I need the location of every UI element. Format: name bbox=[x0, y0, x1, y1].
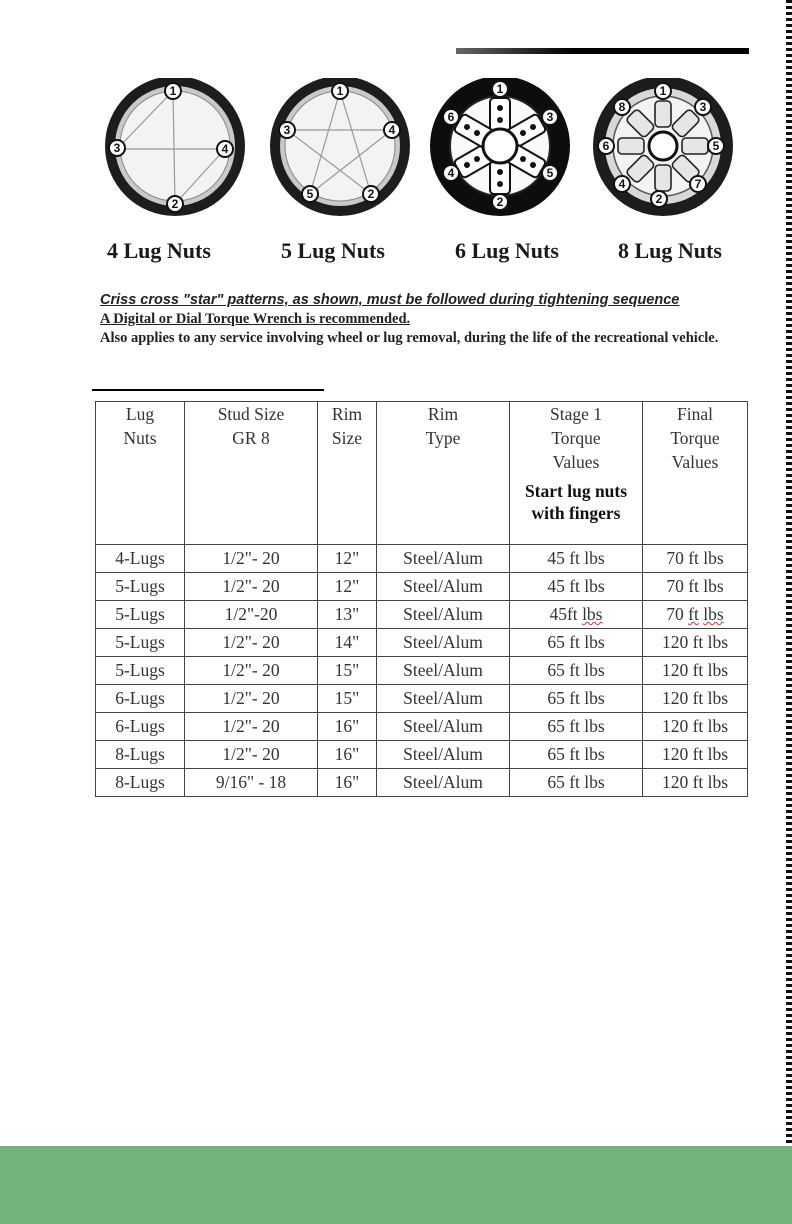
cell-stud: 1/2"- 20 bbox=[185, 657, 318, 685]
cell-size: 12" bbox=[318, 573, 377, 601]
header-rim-type-line1: Rim bbox=[427, 404, 459, 424]
wheel-5-lug bbox=[270, 78, 410, 216]
cell-lugs: 8-Lugs bbox=[96, 741, 185, 769]
cell-stage1-unit: lbs bbox=[582, 604, 603, 624]
cell-final: 120 ft lbs bbox=[643, 741, 748, 769]
table-row bbox=[96, 685, 748, 713]
header-rule bbox=[456, 48, 749, 54]
wheel-1-nut-4: 4 bbox=[221, 142, 229, 156]
cell-size: 13" bbox=[318, 601, 377, 629]
cell-lugs: 5-Lugs bbox=[96, 601, 185, 629]
table-title-rule bbox=[92, 389, 324, 391]
cell-lugs: 5-Lugs bbox=[96, 573, 185, 601]
table-row bbox=[96, 741, 748, 769]
cell-stage1-num: 45ft bbox=[549, 604, 578, 624]
wheel-4-nut-2: 2 bbox=[655, 192, 663, 206]
wheel-2-nut-2: 2 bbox=[367, 187, 375, 201]
cell-stage1: 45 ft lbs bbox=[510, 573, 643, 601]
cell-stud: 1/2"- 20 bbox=[185, 573, 318, 601]
header-final-line3: Values bbox=[671, 452, 719, 472]
cell-lugs: 5-Lugs bbox=[96, 657, 185, 685]
header-stage1-line1: Stage 1 bbox=[549, 404, 602, 424]
cell-lugs: 5-Lugs bbox=[96, 629, 185, 657]
cell-stud: 1/2"- 20 bbox=[185, 685, 318, 713]
lug-pattern-diagrams bbox=[95, 78, 750, 268]
cell-final bbox=[643, 601, 748, 629]
cell-type: Steel/Alum bbox=[377, 769, 510, 797]
wheel-diagrams-svg bbox=[95, 78, 750, 228]
header-stage1-note: Start lug nuts with fingers bbox=[524, 481, 628, 523]
cell-stud: 1/2"- 20 bbox=[185, 629, 318, 657]
wheel-6-lug bbox=[430, 78, 570, 216]
cell-stage1: 65 ft lbs bbox=[510, 685, 643, 713]
cell-size: 15" bbox=[318, 685, 377, 713]
cell-size: 15" bbox=[318, 657, 377, 685]
header-lug-line2: Nuts bbox=[123, 428, 157, 448]
cell-stage1: 65 ft lbs bbox=[510, 657, 643, 685]
table-row bbox=[96, 573, 748, 601]
cell-type: Steel/Alum bbox=[377, 741, 510, 769]
header-stud-line2: GR 8 bbox=[232, 428, 270, 448]
wheel-4-nut-6: 6 bbox=[602, 139, 610, 153]
header-rim-size-line2: Size bbox=[331, 428, 363, 448]
wheel-4-lug bbox=[105, 78, 245, 216]
table-row bbox=[96, 657, 748, 685]
cell-type: Steel/Alum bbox=[377, 713, 510, 741]
header-rim-size-line1: Rim bbox=[331, 404, 363, 424]
cell-final-mid: ft bbox=[688, 604, 699, 624]
cell-final: 120 ft lbs bbox=[643, 685, 748, 713]
wheel-label-5-lug: 5 Lug Nuts bbox=[281, 238, 385, 263]
wheel-2-nut-4: 4 bbox=[388, 123, 396, 137]
wheel-label-8-lug: 8 Lug Nuts bbox=[618, 238, 722, 263]
wheel-3-nut-3: 3 bbox=[546, 110, 554, 124]
wheel-3-nut-5: 5 bbox=[546, 166, 554, 180]
cell-type: Steel/Alum bbox=[377, 685, 510, 713]
cell-stage1: 45 ft lbs bbox=[510, 545, 643, 573]
header-stage1-line3: Values bbox=[552, 452, 600, 472]
wheel-4-nut-7: 7 bbox=[694, 177, 702, 191]
table-header-row bbox=[96, 402, 748, 545]
cell-size: 14" bbox=[318, 629, 377, 657]
cell-type: Steel/Alum bbox=[377, 601, 510, 629]
wheel-1-nut-1: 1 bbox=[169, 84, 177, 98]
header-stage1-torque bbox=[510, 402, 643, 545]
cell-stud: 1/2"-20 bbox=[185, 601, 318, 629]
header-final-torque bbox=[643, 402, 748, 545]
header-rim-size bbox=[318, 402, 377, 545]
cell-type: Steel/Alum bbox=[377, 657, 510, 685]
wheel-4-nut-8: 8 bbox=[618, 100, 626, 114]
torque-table bbox=[95, 401, 748, 797]
wheel-4-nut-1: 1 bbox=[659, 84, 667, 98]
wheel-4-nut-5: 5 bbox=[712, 139, 720, 153]
header-rim-type bbox=[377, 402, 510, 545]
cell-final-unit: lbs bbox=[703, 604, 724, 624]
cell-stud: 1/2"- 20 bbox=[185, 545, 318, 573]
cell-final: 70 ft lbs bbox=[643, 545, 748, 573]
cell-size: 16" bbox=[318, 713, 377, 741]
cell-stage1 bbox=[510, 601, 643, 629]
cell-stage1: 65 ft lbs bbox=[510, 769, 643, 797]
cell-stud: 1/2"- 20 bbox=[185, 741, 318, 769]
cell-size: 16" bbox=[318, 769, 377, 797]
wheel-2-nut-5: 5 bbox=[306, 187, 314, 201]
wheel-3-nut-4: 4 bbox=[447, 166, 455, 180]
table-row bbox=[96, 769, 748, 797]
table-row bbox=[96, 545, 748, 573]
wheel-label-4-lug: 4 Lug Nuts bbox=[107, 238, 211, 263]
header-stage1-line2: Torque bbox=[551, 428, 601, 448]
header-lug-nuts bbox=[96, 402, 185, 545]
cell-final: 70 ft lbs bbox=[643, 573, 748, 601]
header-stud-size bbox=[185, 402, 318, 545]
cell-final-num: 70 bbox=[666, 604, 684, 624]
table-row bbox=[96, 601, 748, 629]
cell-stage1: 65 ft lbs bbox=[510, 741, 643, 769]
cell-stage1: 65 ft lbs bbox=[510, 713, 643, 741]
cell-lugs: 6-Lugs bbox=[96, 713, 185, 741]
wheel-2-nut-1: 1 bbox=[336, 84, 344, 98]
cell-size: 12" bbox=[318, 545, 377, 573]
cell-type: Steel/Alum bbox=[377, 629, 510, 657]
cell-final: 120 ft lbs bbox=[643, 713, 748, 741]
cell-lugs: 6-Lugs bbox=[96, 685, 185, 713]
cell-final: 120 ft lbs bbox=[643, 769, 748, 797]
wheel-3-nut-1: 1 bbox=[496, 82, 504, 96]
table-row bbox=[96, 713, 748, 741]
cell-final: 120 ft lbs bbox=[643, 657, 748, 685]
wheel-1-nut-3: 3 bbox=[113, 141, 121, 155]
torque-wrench-note: A Digital or Dial Torque Wrench is recommended. bbox=[100, 311, 411, 327]
wheel-3-nut-6: 6 bbox=[447, 110, 455, 124]
cell-size: 16" bbox=[318, 741, 377, 769]
header-stud-line1: Stud Size bbox=[217, 404, 285, 424]
wheel-4-nut-4: 4 bbox=[618, 177, 626, 191]
header-rim-type-line2: Type bbox=[425, 428, 461, 448]
wheel-2-nut-3: 3 bbox=[283, 123, 291, 137]
table-row bbox=[96, 629, 748, 657]
cell-stud: 9/16" - 18 bbox=[185, 769, 318, 797]
cell-stud: 1/2"- 20 bbox=[185, 713, 318, 741]
cell-type: Steel/Alum bbox=[377, 545, 510, 573]
wheel-1-nut-2: 2 bbox=[171, 197, 179, 211]
header-final-line1: Final bbox=[677, 404, 713, 424]
cell-final: 120 ft lbs bbox=[643, 629, 748, 657]
criss-cross-note: Criss cross "star" patterns, as shown, must be followed during tightening sequence bbox=[100, 292, 680, 308]
cell-type: Steel/Alum bbox=[377, 573, 510, 601]
wheel-8-lug bbox=[593, 78, 733, 216]
header-final-line2: Torque bbox=[670, 428, 720, 448]
cell-lugs: 4-Lugs bbox=[96, 545, 185, 573]
footer-band bbox=[0, 1146, 792, 1224]
page-edge-marker bbox=[786, 0, 792, 1146]
applies-note: Also applies to any service involving wheel or lug removal, during the life of the recreational vehicle. bbox=[100, 330, 719, 346]
wheel-4-nut-3: 3 bbox=[699, 100, 707, 114]
wheel-3-nut-2: 2 bbox=[496, 195, 504, 209]
cell-lugs: 8-Lugs bbox=[96, 769, 185, 797]
wheel-label-6-lug: 6 Lug Nuts bbox=[455, 238, 559, 263]
cell-stage1: 65 ft lbs bbox=[510, 629, 643, 657]
header-lug-line1: Lug bbox=[125, 404, 155, 424]
